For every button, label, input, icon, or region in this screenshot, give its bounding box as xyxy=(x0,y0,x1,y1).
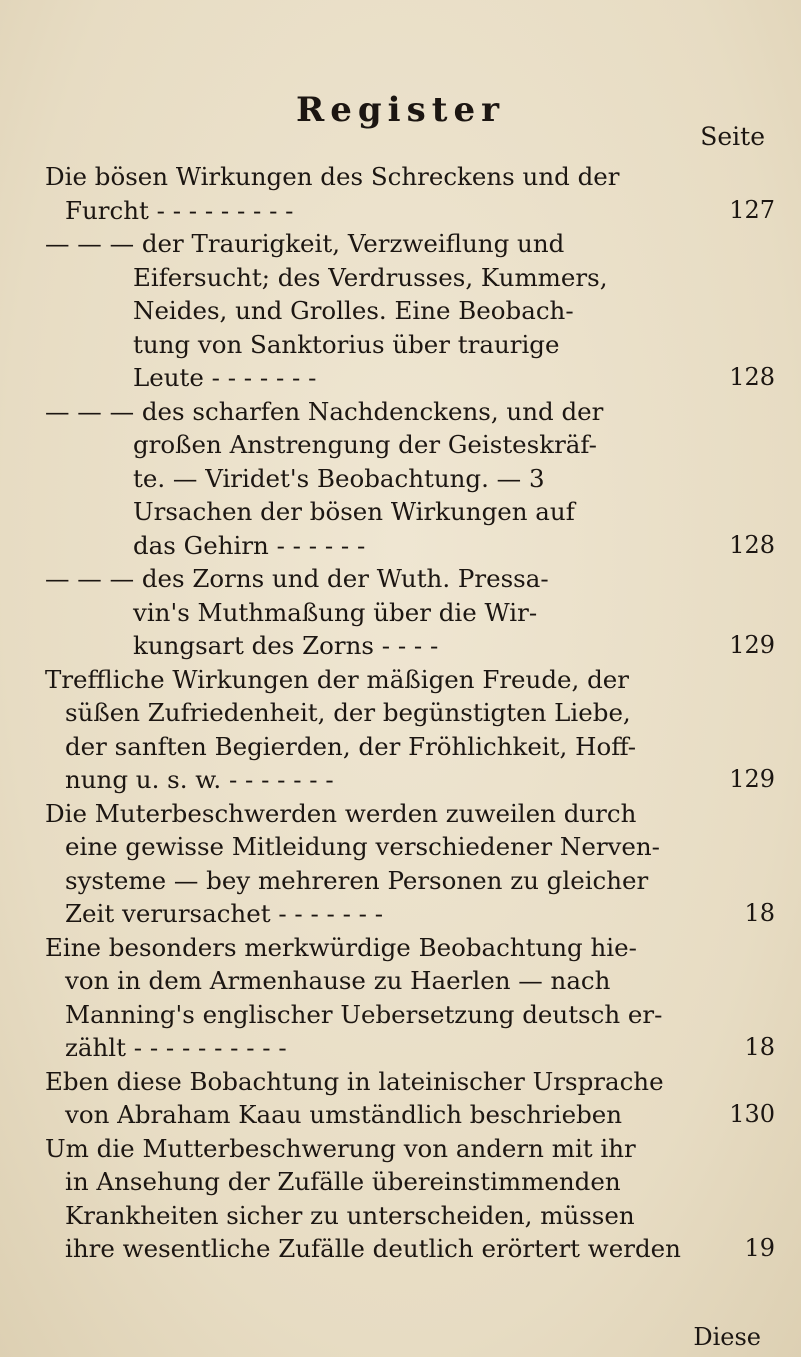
entry-text: Eben diese Bobachtung in lateinischer Ursprache xyxy=(45,1066,664,1096)
entry-line xyxy=(45,797,785,831)
entry-line xyxy=(45,897,785,931)
page-number: 129 xyxy=(729,765,775,793)
entry-text: te. — Viridet's Beobachtung. — 3 xyxy=(133,463,545,493)
entry-text: tung von Sanktorius über traurige xyxy=(133,329,560,359)
entry-line xyxy=(45,361,785,395)
register-entry xyxy=(45,1132,785,1266)
page-column-label: Seite xyxy=(700,122,765,151)
entry-line xyxy=(45,562,785,596)
entry-line xyxy=(45,160,785,194)
entry-text: Neides, und Grolles. Eine Beobach- xyxy=(133,296,574,325)
entry-text: Die bösen Wirkungen des Schreckens und der xyxy=(45,162,620,191)
catchword: Diese xyxy=(693,1323,761,1351)
entry-line xyxy=(45,227,785,261)
entry-text: der sanften Begierden, der Fröhlichkeit, Hoff- xyxy=(65,731,637,761)
entry-text: — — — der Traurigkeit, Verzweiflung und xyxy=(45,229,565,258)
entry-text: — — — des scharfen Nachdenckens, und der xyxy=(45,396,604,426)
entry-line xyxy=(45,730,785,764)
entry-line xyxy=(45,763,785,797)
entry-text: Ursachen der bösen Wirkungen auf xyxy=(133,497,575,526)
page-number: 18 xyxy=(744,899,775,927)
entry-text: das Gehirn - - - - - - xyxy=(133,530,366,560)
entry-line xyxy=(45,261,785,295)
entry-line xyxy=(45,1232,785,1266)
entry-text: eine gewisse Mitleidung verschiedener Nerven- xyxy=(65,832,660,861)
entry-line xyxy=(45,294,785,328)
entry-line xyxy=(45,194,785,228)
entry-line xyxy=(45,428,785,462)
entry-text: Die Muterbeschwerden werden zuweilen durch xyxy=(45,798,637,828)
register-entry xyxy=(45,1065,785,1132)
register-entry xyxy=(45,797,785,931)
entry-text: Furcht - - - - - - - - - xyxy=(65,195,294,225)
register-entry xyxy=(45,160,785,227)
entry-line xyxy=(45,596,785,630)
entry-line xyxy=(45,1065,785,1099)
entry-line xyxy=(45,696,785,730)
entry-line xyxy=(45,462,785,496)
entry-text: zählt - - - - - - - - - - xyxy=(65,1033,287,1062)
entry-text: — — — des Zorns und der Wuth. Pressa- xyxy=(45,564,549,593)
entry-line xyxy=(45,328,785,362)
entry-text: Um die Mutterbeschwerung von andern mit ihr xyxy=(45,1133,636,1163)
page-number: 127 xyxy=(729,195,775,224)
entry-text: vin's Muthmaßung über die Wir- xyxy=(133,597,538,627)
page-number: 130 xyxy=(729,1100,775,1128)
entry-line xyxy=(45,1199,785,1233)
register-entry xyxy=(45,663,785,797)
entry-text: systeme — bey mehreren Personen zu gleicher xyxy=(65,865,649,895)
entry-text: Manning's englischer Uebersetzung deutsch er- xyxy=(65,999,663,1029)
entry-line xyxy=(45,629,785,663)
page-number: 128 xyxy=(729,363,775,391)
entry-text: Treffliche Wirkungen der mäßigen Freude, der xyxy=(45,664,629,694)
page-number: 129 xyxy=(729,631,775,659)
entry-text: Krankheiten sicher zu unterscheiden, müssen xyxy=(65,1200,635,1230)
entry-line xyxy=(45,931,785,965)
register-entry xyxy=(45,931,785,1065)
page-title: Register xyxy=(296,90,505,130)
entry-text: von in dem Armenhause zu Haerlen — nach xyxy=(65,966,611,995)
entry-line xyxy=(45,1132,785,1166)
entry-text: in Ansehung der Zufälle übereinstimmenden xyxy=(65,1167,621,1196)
entry-line xyxy=(45,998,785,1032)
register-entries xyxy=(45,160,785,1266)
entry-line xyxy=(45,1031,785,1065)
entry-text: süßen Zufriedenheit, der begünstigten Liebe, xyxy=(65,698,631,727)
entry-text: nung u. s. w. - - - - - - - xyxy=(65,765,334,794)
entry-line xyxy=(45,830,785,864)
entry-text: großen Anstrengung der Geisteskräf- xyxy=(133,430,597,459)
entry-line xyxy=(45,1098,785,1132)
entry-line xyxy=(45,395,785,429)
entry-text: von Abraham Kaau umständlich beschrieben xyxy=(65,1100,623,1129)
entry-line xyxy=(45,1165,785,1199)
entry-text: kungsart des Zorns - - - - xyxy=(133,631,439,660)
entry-text: Eifersucht; des Verdrusses, Kummers, xyxy=(133,262,608,292)
entry-line xyxy=(45,864,785,898)
page-number: 19 xyxy=(744,1234,775,1262)
entry-line xyxy=(45,495,785,529)
register-entry xyxy=(45,562,785,663)
entry-text: Leute - - - - - - - xyxy=(133,363,317,392)
page-number: 18 xyxy=(744,1033,775,1061)
register-entry xyxy=(45,227,785,395)
entry-line xyxy=(45,529,785,563)
entry-line xyxy=(45,964,785,998)
entry-text: ihre wesentliche Zufälle deutlich erörtert werden xyxy=(65,1234,681,1263)
entry-text: Eine besonders merkwürdige Beobachtung hie- xyxy=(45,932,637,962)
page-number: 128 xyxy=(729,530,775,559)
register-entry xyxy=(45,395,785,563)
entry-line xyxy=(45,663,785,697)
entry-text: Zeit verursachet - - - - - - - xyxy=(65,899,384,928)
